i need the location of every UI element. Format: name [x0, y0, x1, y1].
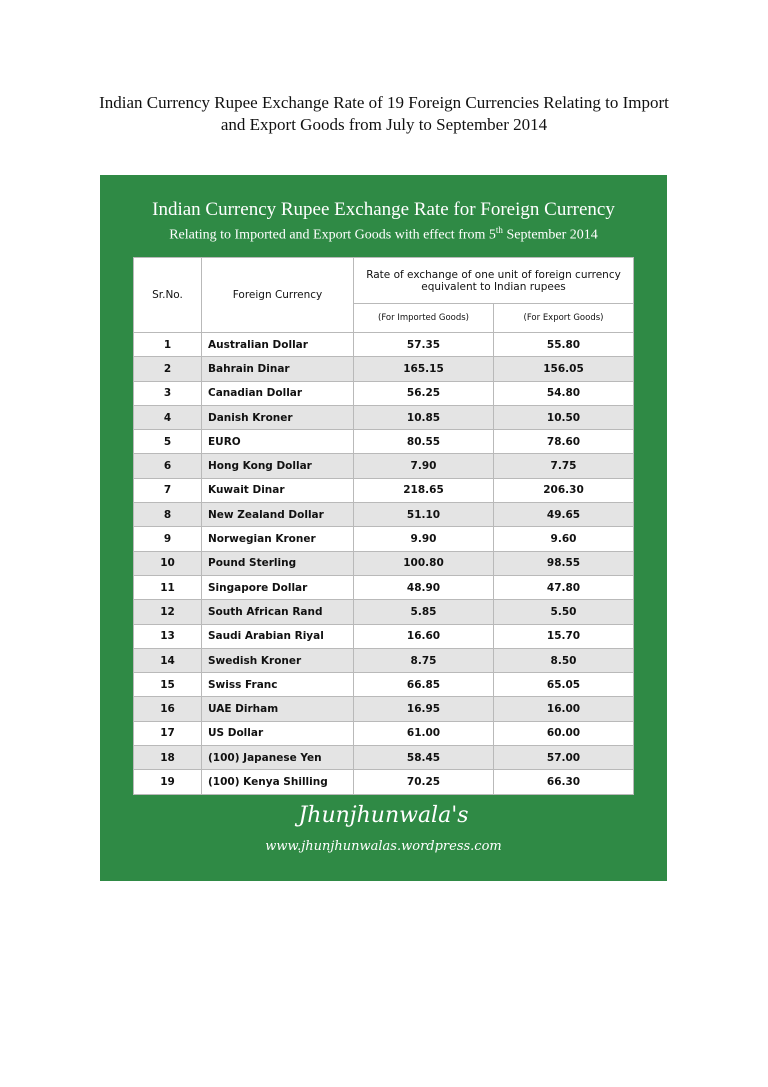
table-row — [134, 697, 634, 721]
row-sr-no: 7 — [134, 478, 202, 502]
row-sr-no: 19 — [134, 770, 202, 794]
row-sr-no: 14 — [134, 648, 202, 672]
row-export-rate: 16.00 — [494, 697, 634, 721]
row-imported-rate: 5.85 — [354, 600, 494, 624]
row-currency: Swiss Franc — [202, 673, 354, 697]
table-row — [134, 575, 634, 599]
row-export-rate: 78.60 — [494, 430, 634, 454]
row-currency: Saudi Arabian Riyal — [202, 624, 354, 648]
row-currency: EURO — [202, 430, 354, 454]
row-sr-no: 6 — [134, 454, 202, 478]
table-row — [134, 600, 634, 624]
table-row — [134, 454, 634, 478]
table-row — [134, 405, 634, 429]
exchange-rate-panel — [100, 175, 667, 881]
row-imported-rate: 165.15 — [354, 357, 494, 381]
row-export-rate: 66.30 — [494, 770, 634, 794]
table-row — [134, 527, 634, 551]
row-sr-no: 18 — [134, 746, 202, 770]
row-export-rate: 5.50 — [494, 600, 634, 624]
row-export-rate: 8.50 — [494, 648, 634, 672]
row-currency: Swedish Kroner — [202, 648, 354, 672]
row-currency: Hong Kong Dollar — [202, 454, 354, 478]
row-currency: New Zealand Dollar — [202, 503, 354, 527]
header-sr-no: Sr.No. — [134, 258, 202, 333]
row-export-rate: 10.50 — [494, 405, 634, 429]
document-title: Indian Currency Rupee Exchange Rate of 19 Foreign Currencies Relating to Import and Export Goods from July to September 2014 — [99, 93, 669, 134]
row-imported-rate: 16.60 — [354, 624, 494, 648]
row-export-rate: 65.05 — [494, 673, 634, 697]
row-sr-no: 10 — [134, 551, 202, 575]
table-row — [134, 721, 634, 745]
row-export-rate: 47.80 — [494, 575, 634, 599]
table-row — [134, 624, 634, 648]
row-currency: (100) Kenya Shilling — [202, 770, 354, 794]
row-currency: Norwegian Kroner — [202, 527, 354, 551]
row-imported-rate: 16.95 — [354, 697, 494, 721]
row-currency: Australian Dollar — [202, 333, 354, 357]
table-row — [134, 381, 634, 405]
panel-subtitle — [100, 225, 667, 244]
header-imported-goods: (For Imported Goods) — [354, 304, 494, 333]
table-row — [134, 746, 634, 770]
row-sr-no: 12 — [134, 600, 202, 624]
row-export-rate: 54.80 — [494, 381, 634, 405]
row-imported-rate: 10.85 — [354, 405, 494, 429]
row-sr-no: 2 — [134, 357, 202, 381]
row-imported-rate: 8.75 — [354, 648, 494, 672]
table-row — [134, 770, 634, 794]
row-sr-no: 9 — [134, 527, 202, 551]
website-url: www.jhunjhunwalas.wordpress.com — [265, 839, 502, 854]
panel-subtitle-sup: th — [495, 225, 503, 235]
row-sr-no: 4 — [134, 405, 202, 429]
header-export-goods: (For Export Goods) — [494, 304, 634, 333]
row-export-rate: 60.00 — [494, 721, 634, 745]
table-row — [134, 648, 634, 672]
table-row — [134, 503, 634, 527]
row-imported-rate: 80.55 — [354, 430, 494, 454]
row-sr-no: 3 — [134, 381, 202, 405]
row-currency: Kuwait Dinar — [202, 478, 354, 502]
row-imported-rate: 7.90 — [354, 454, 494, 478]
row-sr-no: 11 — [134, 575, 202, 599]
row-sr-no: 8 — [134, 503, 202, 527]
row-imported-rate: 66.85 — [354, 673, 494, 697]
row-imported-rate: 51.10 — [354, 503, 494, 527]
row-imported-rate: 56.25 — [354, 381, 494, 405]
row-imported-rate: 9.90 — [354, 527, 494, 551]
row-imported-rate: 100.80 — [354, 551, 494, 575]
row-export-rate: 15.70 — [494, 624, 634, 648]
row-currency: Bahrain Dinar — [202, 357, 354, 381]
table-body — [134, 333, 634, 795]
row-sr-no: 13 — [134, 624, 202, 648]
row-export-rate: 156.05 — [494, 357, 634, 381]
row-sr-no: 1 — [134, 333, 202, 357]
row-currency: UAE Dirham — [202, 697, 354, 721]
row-currency: Canadian Dollar — [202, 381, 354, 405]
row-imported-rate: 58.45 — [354, 746, 494, 770]
table-row — [134, 551, 634, 575]
table-row — [134, 333, 634, 357]
row-export-rate: 49.65 — [494, 503, 634, 527]
row-sr-no: 5 — [134, 430, 202, 454]
header-rate-group: Rate of exchange of one unit of foreign currency equivalent to Indian rupees — [354, 258, 634, 304]
row-currency: US Dollar — [202, 721, 354, 745]
row-imported-rate: 57.35 — [354, 333, 494, 357]
row-sr-no: 17 — [134, 721, 202, 745]
row-currency: Danish Kroner — [202, 405, 354, 429]
row-export-rate: 57.00 — [494, 746, 634, 770]
row-export-rate: 7.75 — [494, 454, 634, 478]
panel-title: Indian Currency Rupee Exchange Rate for Foreign Currency — [152, 199, 615, 220]
row-imported-rate: 48.90 — [354, 575, 494, 599]
table-row — [134, 673, 634, 697]
row-imported-rate: 218.65 — [354, 478, 494, 502]
panel-subtitle-suffix: September 2014 — [502, 227, 598, 243]
row-currency: South African Rand — [202, 600, 354, 624]
row-export-rate: 9.60 — [494, 527, 634, 551]
panel-subtitle-prefix: Relating to Imported and Export Goods with effect from 5 — [169, 227, 496, 243]
exchange-rate-table — [133, 257, 634, 795]
table-row — [134, 430, 634, 454]
table-row — [134, 357, 634, 381]
row-imported-rate: 61.00 — [354, 721, 494, 745]
header-foreign-currency: Foreign Currency — [202, 258, 354, 333]
row-currency: Pound Sterling — [202, 551, 354, 575]
table-row — [134, 478, 634, 502]
row-export-rate: 98.55 — [494, 551, 634, 575]
signature: Jhunjhunwala's — [298, 803, 469, 828]
row-imported-rate: 70.25 — [354, 770, 494, 794]
row-sr-no: 16 — [134, 697, 202, 721]
row-export-rate: 55.80 — [494, 333, 634, 357]
row-currency: Singapore Dollar — [202, 575, 354, 599]
row-export-rate: 206.30 — [494, 478, 634, 502]
row-sr-no: 15 — [134, 673, 202, 697]
row-currency: (100) Japanese Yen — [202, 746, 354, 770]
